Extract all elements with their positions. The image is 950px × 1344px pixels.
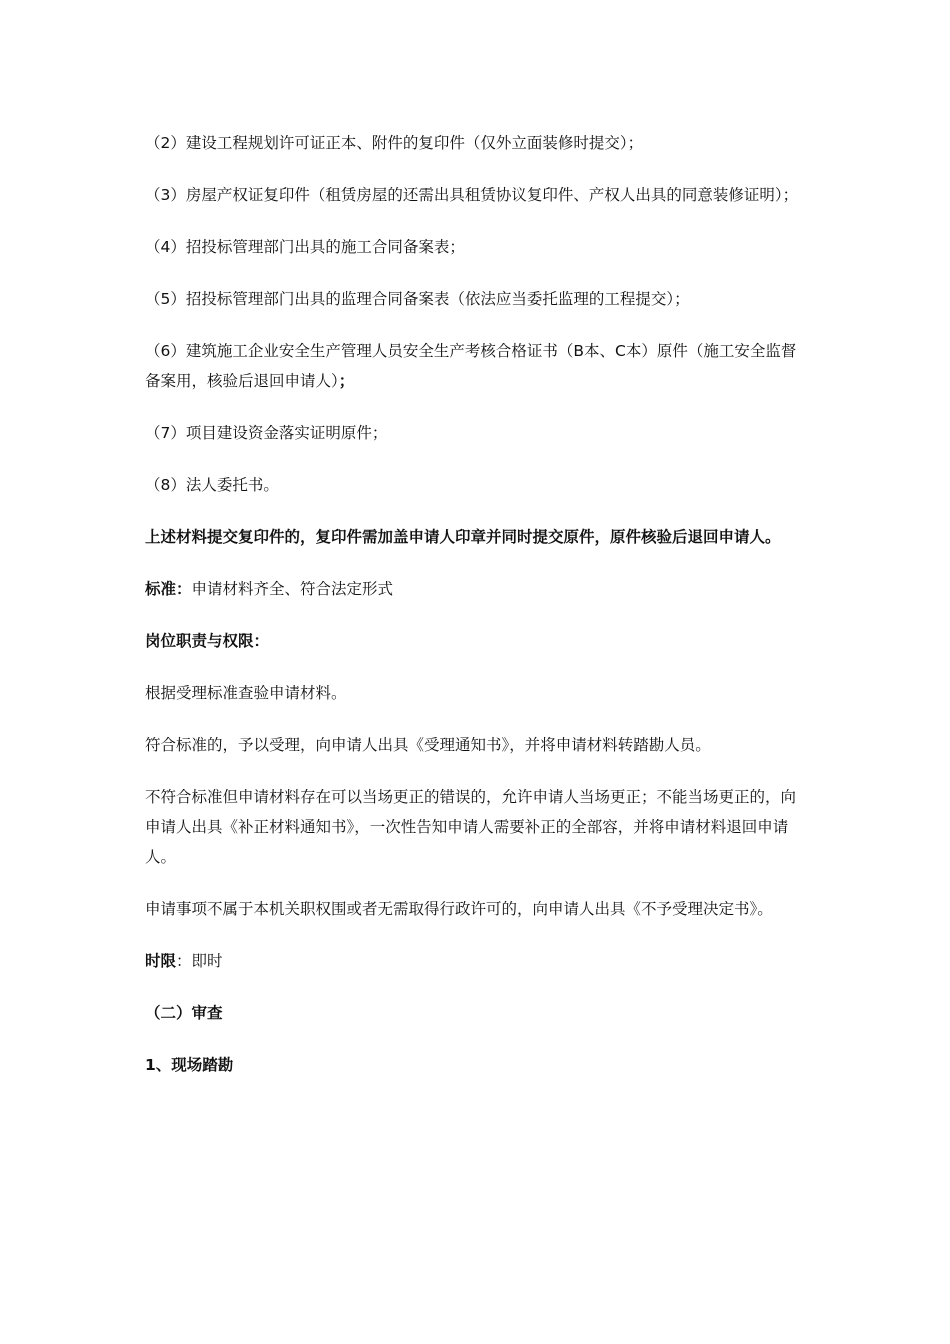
standard-label: 标准： [145,580,192,598]
standard-text: 申请材料齐全、符合法定形式 [191,580,394,598]
material-item-6-text: （6）建筑施工企业安全生产管理人员安全生产考核合格证书（B本、C本）原件（施工安全监督备案用，核验后退回申请人） [145,342,797,390]
material-item-5: （5）招投标管理部门出具的监理合同备案表（依法应当委托监理的工程提交）； [145,290,690,308]
material-item-8: （8）法人委托书。 [145,476,279,494]
time-limit-line [145,946,809,976]
material-item-4: （4）招投标管理部门出具的施工合同备案表； [145,238,465,256]
duty-paragraph-2: 符合标准的，予以受理，向申请人出具《受理通知书》，并将申请材料转踏勘人员。 [145,736,711,754]
submission-note: 上述材料提交复印件的，复印件需加盖申请人印章并同时提交原件，原件核验后退回申请人。 [145,528,781,546]
subsection-heading-site-survey: 1、现场踏勘 [145,1056,234,1074]
material-item-7: （7）项目建设资金落实证明原件； [145,424,388,442]
material-item-3: （3）房屋产权证复印件（租赁房屋的还需出具租赁协议复印件、产权人出具的同意装修证明）； [145,186,799,204]
standard-line [145,574,809,604]
duty-paragraph-3: 不符合标准但申请材料存在可以当场更正的错误的，允许申请人当场更正；不能当场更正的，向申请人出具《补正材料通知书》，一次性告知申请人需要补正的全部容，并将申请材料退回申请人。 [145,788,797,866]
document-body [145,128,809,1102]
section-heading-review: （二）审查 [145,1004,223,1022]
duty-paragraph-1: 根据受理标准查验申请材料。 [145,684,347,702]
material-item-2: （2）建设工程规划许可证正本、附件的复印件（仅外立面装修时提交）； [145,134,644,152]
time-limit-label: 时限 [145,952,177,970]
duties-heading: 岗位职责与权限： [145,632,270,650]
time-limit-text: ：即时 [176,952,223,970]
material-item-6 [145,336,809,396]
material-item-6-tail: ； [338,372,355,390]
duty-paragraph-4: 申请事项不属于本机关职权围或者无需取得行政许可的，向申请人出具《不予受理决定书》。 [145,900,773,918]
